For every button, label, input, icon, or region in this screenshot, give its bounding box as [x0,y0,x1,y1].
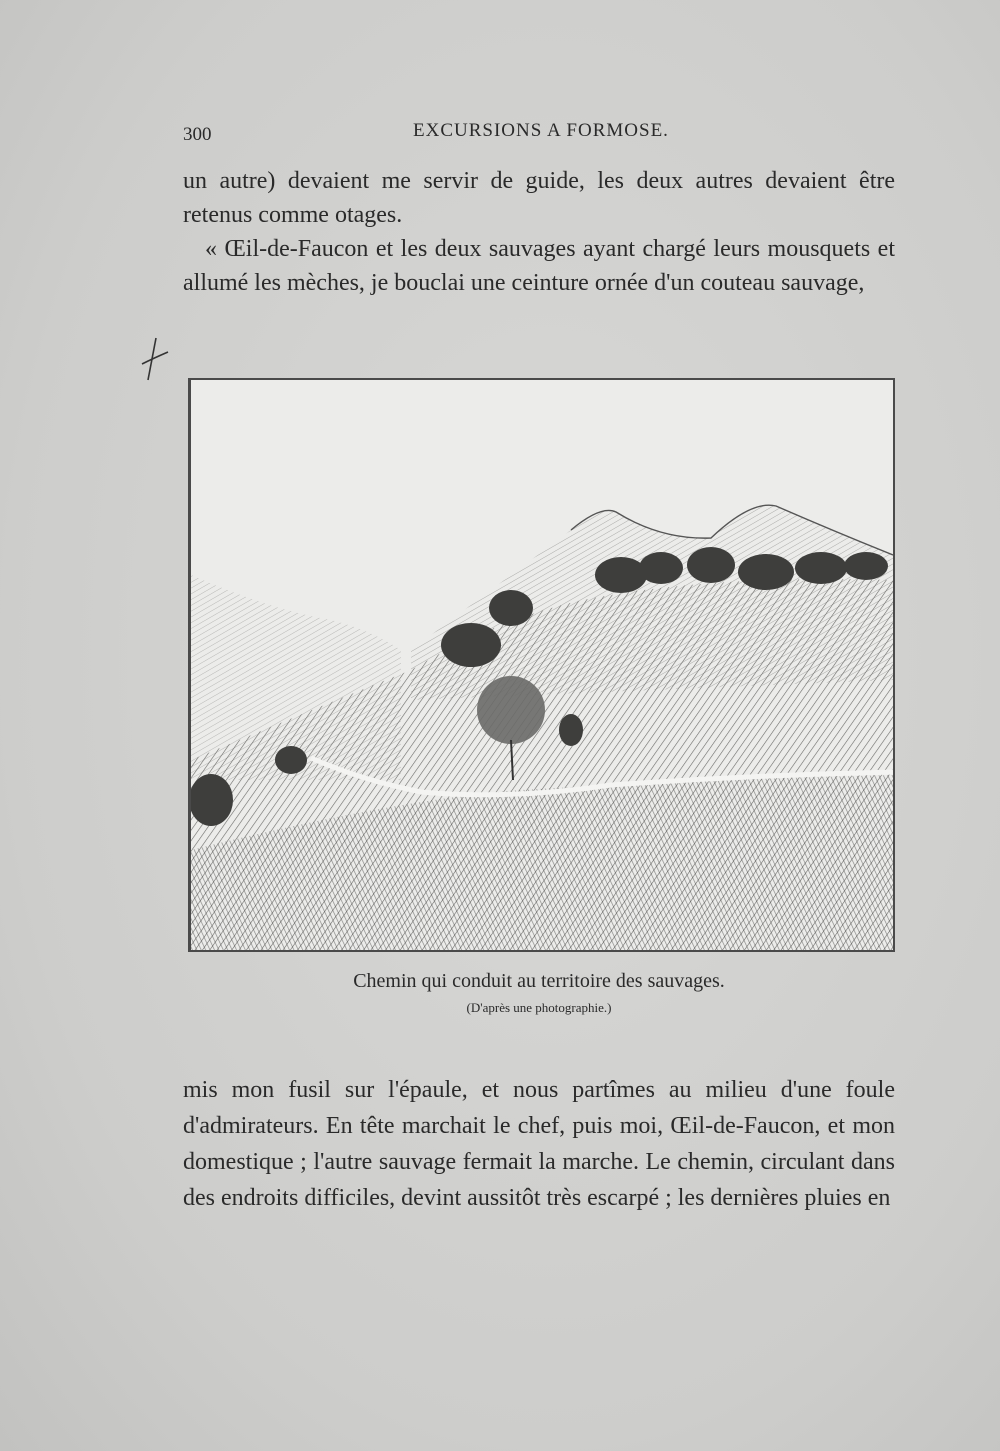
landscape-drawing [191,380,893,950]
top-text-line-1: un autre) devaient me servir de guide, les deux autres devaient être retenus comme otages. [183,168,895,228]
page-number: 300 [183,124,212,145]
landscape-illustration [188,378,895,952]
running-title: EXCURSIONS A FORMOSE. [413,120,669,141]
margin-cross-mark [138,334,178,384]
figure-caption: Chemin qui conduit au territoire des sauvages. [353,970,725,992]
top-text-line-2: « Œil-de-Faucon et les deux sauvages ayant chargé leurs mousquets et allumé les mèches, je bouclai une ceinture ornée d'un couteau sauvage, [183,236,895,296]
bottom-paragraph: mis mon fusil sur l'épaule, et nous partîmes au milieu d'une foule d'admirateurs. En tête marchait le chef, puis moi, Œil-de-Faucon, et mon domestique ; l'autre sauvage fermait la marche. Le chemin, circulant dans des endroits difficiles, devint aussitôt très escarpé ; les dernières pluies en [183,1077,895,1211]
top-paragraph [183,164,895,300]
figure-credit: (D'après une photographie.) [466,1000,612,1015]
running-head [183,120,893,146]
